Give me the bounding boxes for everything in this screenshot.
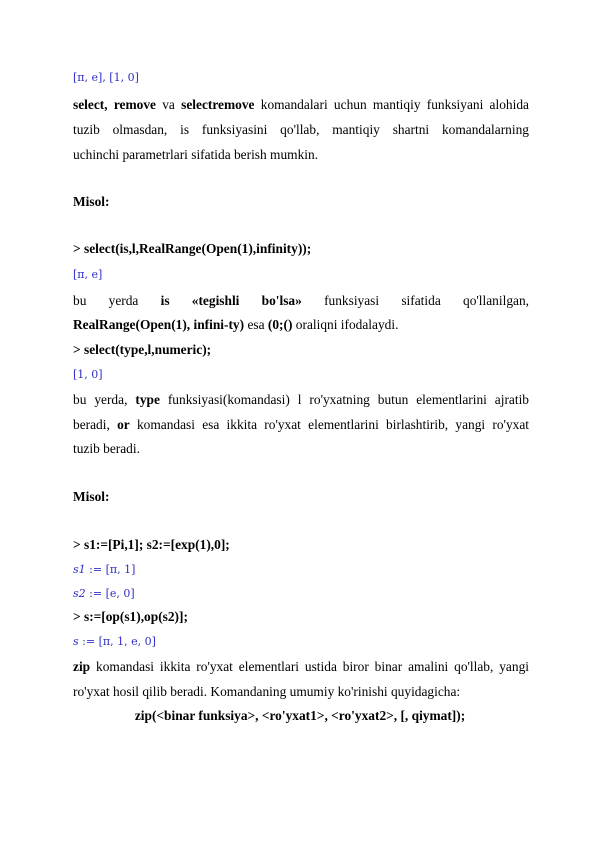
paragraph-2-line-1: bu yerda is «tegishli bo'lsa» funksiyasi sifatida qo'llanilgan, <box>73 293 530 308</box>
paragraph-1-line-1: select, remove va selectremove komandalari uchun mantiqiy funksiyani alohida <box>73 97 529 112</box>
paragraph-1-line-2: tuzib olmasdan, is funksiyasini qo'llab, mantiqiy shartni komandalarning <box>73 122 529 137</box>
example-heading-1: Misol: <box>73 194 110 209</box>
command-line-1: > select(is,l,RealRange(Open(1),infinity)); <box>73 241 312 256</box>
paragraph-2-line-2: RealRange(Open(1), infini-ty) esa (0;() oraliqni ifodalaydi. <box>73 317 399 332</box>
output-line-3: [1, 0] <box>73 368 103 381</box>
output-line-4: s1 := [π, 1] <box>73 563 136 576</box>
paragraph-3-line-1: bu yerda, type funksiyasi(komandasi) l ro'yxatning butun elementlarini ajratib <box>73 392 530 407</box>
paragraph-1-line-3: uchinchi parametrlari sifatida berish mumkin. <box>73 147 319 162</box>
output-line-5: s2 := [e, 0] <box>73 587 135 600</box>
paragraph-4-line-2: ro'yxat hosil qilib beradi. Komandaning umumiy ko'rinishi quyidagicha: <box>73 684 461 699</box>
example-heading-2: Misol: <box>73 489 110 504</box>
output-line-2: [π, e] <box>73 268 103 281</box>
zip-syntax: zip(<binar funksiya>, <ro'yxat1>, <ro'yxat2>, [, qiymat]); <box>134 708 466 723</box>
paragraph-3-line-2: beradi, or komandasi esa ikkita ro'yxat elementlarini birlashtirib, yangi ro'yxat <box>73 417 530 432</box>
output-line-1: [π, e], [1, 0] <box>73 71 139 84</box>
paragraph-4-line-1: zip komandasi ikkita ro'yxat elementlari ustida biror binar amalini qo'llab, yangi <box>73 659 529 674</box>
paragraph-3-line-3: tuzib beradi. <box>73 441 140 456</box>
command-line-3: > s1:=[Pi,1]; s2:=[exp(1),0]; <box>73 537 230 552</box>
command-line-4: > s:=[op(s1),op(s2)]; <box>73 609 188 624</box>
output-line-6: s := [π, 1, e, 0] <box>73 635 156 648</box>
command-line-2: > select(type,l,numeric); <box>73 342 212 357</box>
